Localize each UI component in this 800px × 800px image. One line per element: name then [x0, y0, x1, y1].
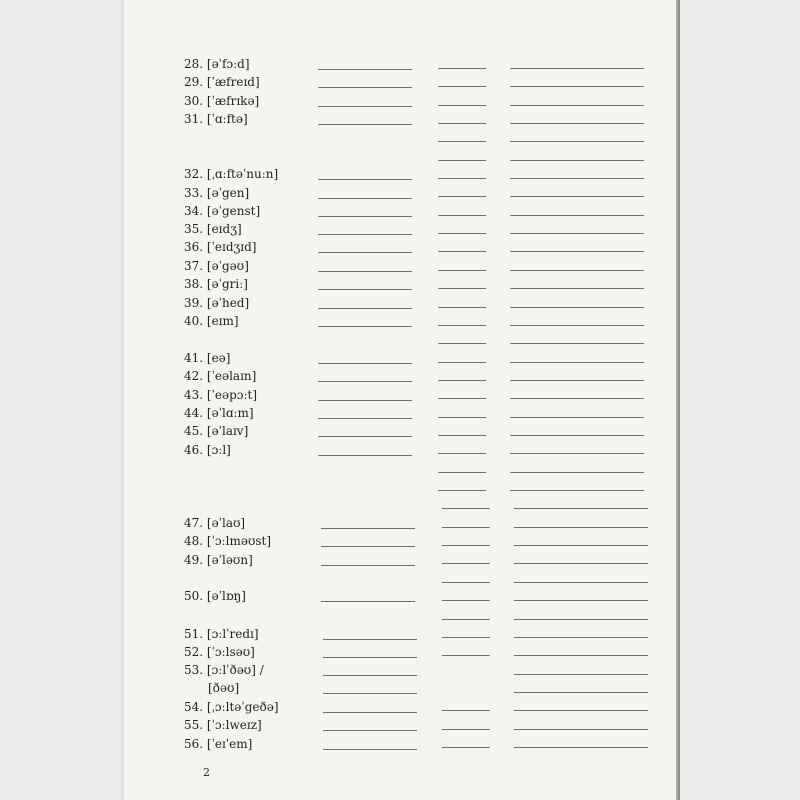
- phonetic-entry: 47. [əˈlaʊ]: [184, 516, 246, 530]
- answer-blank-col2[interactable]: [438, 380, 486, 381]
- answer-blank-col1[interactable]: [318, 381, 412, 382]
- phonetic-entry: 41. [eə]: [184, 351, 231, 365]
- phonetic-entry: 35. [eɪdʒ]: [184, 222, 242, 236]
- answer-blank-col3[interactable]: [510, 68, 644, 69]
- answer-blank-col1[interactable]: [318, 198, 412, 199]
- answer-blank-col1[interactable]: [318, 216, 412, 217]
- answer-blank-col3[interactable]: [514, 637, 648, 638]
- answer-blank-col1[interactable]: [318, 124, 412, 125]
- answer-blank-col2[interactable]: [438, 160, 486, 161]
- answer-blank-col3[interactable]: [514, 582, 648, 583]
- answer-blank-col2[interactable]: [438, 178, 486, 179]
- phonetic-entry: 40. [eɪm]: [184, 314, 239, 328]
- answer-blank-col2[interactable]: [438, 398, 486, 399]
- answer-blank-col2[interactable]: [438, 233, 486, 234]
- answer-blank-col2[interactable]: [442, 655, 490, 656]
- answer-blank-col2[interactable]: [442, 563, 490, 564]
- phonetic-entry: 39. [əˈhed]: [184, 296, 250, 310]
- answer-blank-col2[interactable]: [438, 251, 486, 252]
- answer-blank-col1[interactable]: [318, 69, 412, 70]
- phonetic-entry: 30. [ˈæfrɪkə]: [184, 94, 260, 108]
- answer-blank-col2[interactable]: [438, 288, 486, 289]
- phonetic-entry: 36. [ˈeɪdʒɪd]: [184, 240, 257, 254]
- phonetic-entry: 52. [ˈɔːlsəʊ]: [184, 645, 255, 659]
- phonetic-entry: 37. [əˈgəʊ]: [184, 259, 249, 273]
- answer-blank-col2[interactable]: [438, 196, 486, 197]
- answer-blank-col3[interactable]: [514, 710, 648, 711]
- answer-blank-col1[interactable]: [323, 693, 417, 694]
- answer-blank-col3[interactable]: [514, 655, 648, 656]
- answer-blank-col3[interactable]: [514, 563, 648, 564]
- phonetic-entry: 45. [əˈlaɪv]: [184, 424, 249, 438]
- phonetic-entry: [ðəʊ]: [208, 681, 240, 695]
- answer-blank-col1[interactable]: [318, 436, 412, 437]
- phonetic-entry: 56. [ˈeɪˈem]: [184, 737, 253, 751]
- answer-blank-col1[interactable]: [318, 400, 412, 401]
- answer-blank-col3[interactable]: [514, 527, 648, 528]
- answer-blank-col1[interactable]: [323, 749, 417, 750]
- answer-blank-col3[interactable]: [510, 435, 644, 436]
- answer-blank-col2[interactable]: [438, 123, 486, 124]
- answer-blank-col1[interactable]: [321, 546, 415, 547]
- answer-blank-col2[interactable]: [438, 453, 486, 454]
- phonetic-entry: 28. [əˈfɔːd]: [184, 57, 250, 71]
- answer-blank-col2[interactable]: [442, 619, 490, 620]
- answer-blank-col3[interactable]: [510, 251, 644, 252]
- answer-blank-col3[interactable]: [510, 490, 644, 491]
- phonetic-entry: 42. [ˈeəlaɪn]: [184, 369, 257, 383]
- answer-blank-col1[interactable]: [318, 234, 412, 235]
- answer-blank-col1[interactable]: [323, 675, 417, 676]
- answer-blank-col1[interactable]: [321, 565, 415, 566]
- answer-blank-col2[interactable]: [438, 490, 486, 491]
- answer-blank-col1[interactable]: [321, 528, 415, 529]
- answer-blank-col1[interactable]: [323, 657, 417, 658]
- answer-blank-col3[interactable]: [510, 307, 644, 308]
- answer-blank-col2[interactable]: [442, 747, 490, 748]
- answer-blank-col2[interactable]: [438, 472, 486, 473]
- answer-blank-col1[interactable]: [323, 712, 417, 713]
- answer-blank-col1[interactable]: [318, 252, 412, 253]
- answer-blank-col3[interactable]: [510, 160, 644, 161]
- answer-blank-col2[interactable]: [438, 141, 486, 142]
- answer-blank-col2[interactable]: [442, 582, 490, 583]
- page-edge: [676, 0, 680, 800]
- answer-blank-col2[interactable]: [438, 435, 486, 436]
- answer-blank-col2[interactable]: [442, 600, 490, 601]
- answer-blank-col2[interactable]: [438, 417, 486, 418]
- phonetic-entry: 44. [əˈlɑːm]: [184, 406, 254, 420]
- phonetic-entry: 34. [əˈgenst]: [184, 204, 261, 218]
- answer-blank-col1[interactable]: [318, 87, 412, 88]
- answer-blank-col3[interactable]: [510, 417, 644, 418]
- answer-blank-col1[interactable]: [318, 289, 412, 290]
- answer-blank-col3[interactable]: [514, 674, 648, 675]
- phonetic-entry: 46. [ɔːl]: [184, 443, 231, 457]
- answer-blank-col1[interactable]: [318, 326, 412, 327]
- answer-blank-col1[interactable]: [318, 179, 412, 180]
- answer-blank-col3[interactable]: [510, 215, 644, 216]
- answer-blank-col2[interactable]: [438, 68, 486, 69]
- answer-blank-col1[interactable]: [318, 455, 412, 456]
- answer-blank-col1[interactable]: [318, 106, 412, 107]
- answer-blank-col3[interactable]: [514, 600, 648, 601]
- answer-blank-col3[interactable]: [510, 325, 644, 326]
- phonetic-entry: 55. [ˈɔːlweɪz]: [184, 718, 262, 732]
- answer-blank-col3[interactable]: [510, 178, 644, 179]
- answer-blank-col3[interactable]: [510, 105, 644, 106]
- answer-blank-col3[interactable]: [514, 729, 648, 730]
- answer-blank-col2[interactable]: [442, 729, 490, 730]
- phonetic-entry: 50. [əˈlɒŋ]: [184, 589, 246, 603]
- phonetic-entry: 51. [ɔːlˈredɪ]: [184, 627, 259, 641]
- answer-blank-col3[interactable]: [510, 196, 644, 197]
- answer-blank-col3[interactable]: [514, 545, 648, 546]
- answer-blank-col1[interactable]: [318, 418, 412, 419]
- answer-blank-col1[interactable]: [321, 601, 415, 602]
- answer-blank-col1[interactable]: [323, 730, 417, 731]
- phonetic-entry: 48. [ˈɔːlməʊst]: [184, 534, 272, 548]
- answer-blank-col3[interactable]: [510, 343, 644, 344]
- answer-blank-col2[interactable]: [442, 527, 490, 528]
- phonetic-entry: 49. [əˈləʊn]: [184, 553, 253, 567]
- answer-blank-col2[interactable]: [442, 545, 490, 546]
- phonetic-entry: 32. [ˌɑːftəˈnuːn]: [184, 167, 279, 181]
- phonetic-entry: 33. [əˈgen]: [184, 186, 250, 200]
- answer-blank-col3[interactable]: [514, 692, 648, 693]
- answer-blank-col3[interactable]: [514, 619, 648, 620]
- answer-blank-col2[interactable]: [438, 105, 486, 106]
- answer-blank-col3[interactable]: [510, 123, 644, 124]
- answer-blank-col3[interactable]: [510, 362, 644, 363]
- answer-blank-col3[interactable]: [514, 747, 648, 748]
- answer-blank-col1[interactable]: [318, 308, 412, 309]
- phonetic-entry: 53. [ɔːlˈðəʊ] /: [184, 663, 264, 677]
- answer-blank-col3[interactable]: [510, 453, 644, 454]
- answer-blank-col2[interactable]: [438, 86, 486, 87]
- answer-blank-col3[interactable]: [510, 472, 644, 473]
- answer-blank-col3[interactable]: [510, 398, 644, 399]
- answer-blank-col2[interactable]: [438, 215, 486, 216]
- answer-blank-col1[interactable]: [318, 271, 412, 272]
- answer-blank-col3[interactable]: [510, 86, 644, 87]
- phonetic-entry: 54. [ˌɔːltəˈgeðə]: [184, 700, 279, 714]
- phonetic-entry: 31. [ˈɑːftə]: [184, 112, 248, 126]
- answer-blank-col2[interactable]: [438, 270, 486, 271]
- page-number: 2: [203, 766, 210, 779]
- phonetic-entry: 43. [ˈeəpɔːt]: [184, 388, 258, 402]
- answer-blank-col2[interactable]: [442, 710, 490, 711]
- phonetic-entry: 38. [əˈgriː]: [184, 277, 248, 291]
- answer-blank-col3[interactable]: [510, 141, 644, 142]
- answer-blank-col3[interactable]: [510, 288, 644, 289]
- answer-blank-col2[interactable]: [442, 508, 490, 509]
- answer-blank-col3[interactable]: [514, 508, 648, 509]
- answer-blank-col2[interactable]: [442, 637, 490, 638]
- answer-blank-col3[interactable]: [510, 270, 644, 271]
- answer-blank-col2[interactable]: [438, 343, 486, 344]
- answer-blank-col1[interactable]: [318, 363, 412, 364]
- answer-blank-col2[interactable]: [438, 362, 486, 363]
- answer-blank-col3[interactable]: [510, 380, 644, 381]
- answer-blank-col1[interactable]: [323, 639, 417, 640]
- answer-blank-col3[interactable]: [510, 233, 644, 234]
- answer-blank-col2[interactable]: [438, 307, 486, 308]
- answer-blank-col2[interactable]: [438, 325, 486, 326]
- phonetic-entry: 29. [ˈæfreɪd]: [184, 75, 260, 89]
